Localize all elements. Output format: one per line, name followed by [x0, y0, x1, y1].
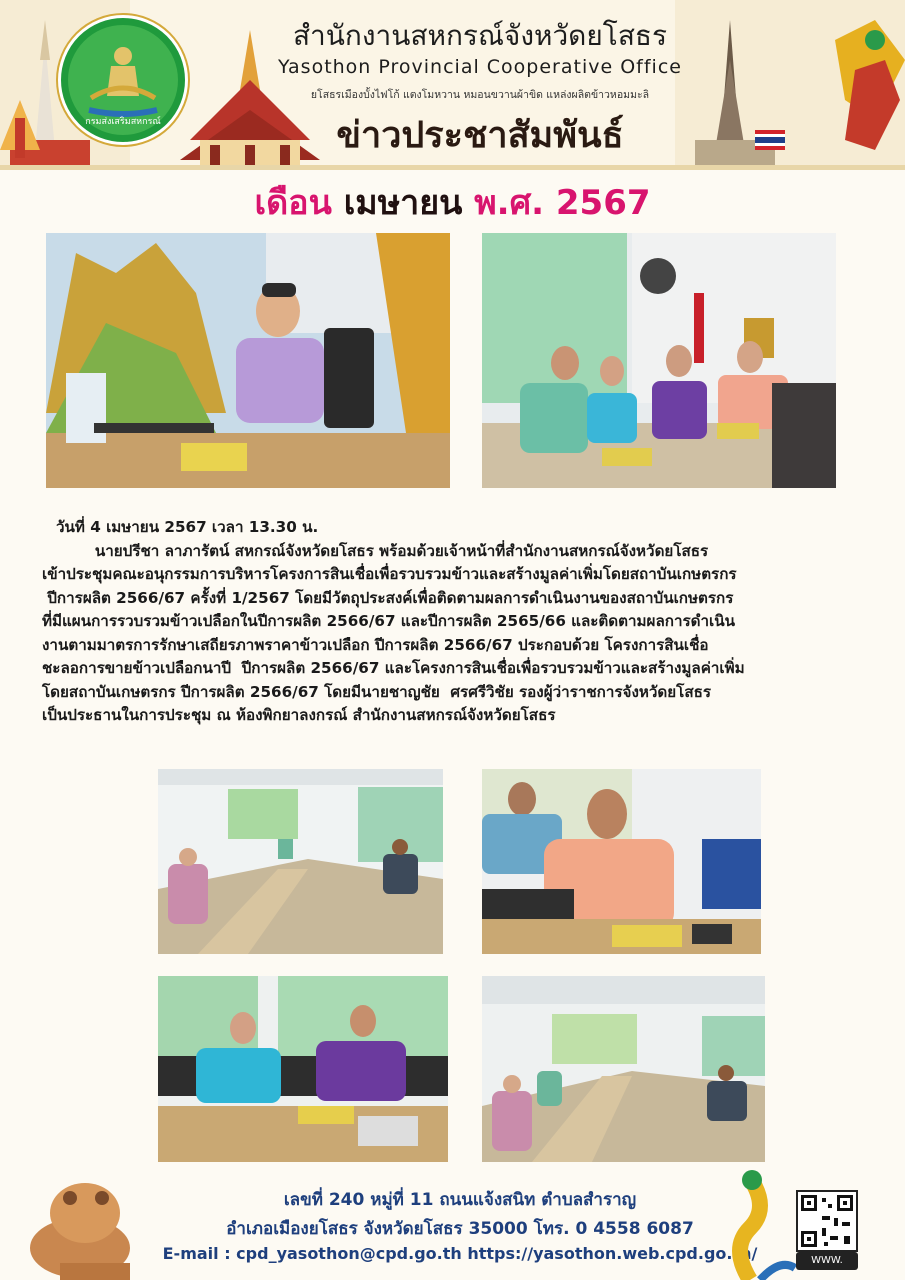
photo-chairman-speaking	[46, 233, 450, 488]
footer-address-line2: อำเภอเมืองยโสธร จังหวัดยโสธร 35000 โทร. 0 4558 6087	[226, 1219, 694, 1239]
photo-conference-room	[482, 976, 765, 1162]
news-title: ข่าวประชาสัมพันธ์	[336, 114, 624, 156]
toad-statue-icon	[20, 1168, 140, 1280]
logo-caption: กรมส่งเสริมสหกรณ์	[85, 117, 161, 127]
month-label: เดือน	[254, 183, 332, 223]
cpd-logo	[58, 15, 188, 145]
article-line: เข้าประชุมคณะอนุกรรมการบริหารโครงการสินเชื่อเพื่อรวบรวมข้าวและสร้างมูลค่าเพิ่มโดยสถาบันเกษตรกร	[42, 565, 737, 583]
photo-two-staff	[158, 976, 448, 1162]
province-slogan: ยโสธรเมืองบั้งไฟโก้ แตงโมหวาน หมอนขวานผ้าขิด แหล่งผลิตข้าวหอมมะลิ	[310, 89, 650, 101]
article-line: ปีการผลิต 2566/67 ครั้งที่ 1/2567 โดยมีวัตถุประสงค์เพื่อติดตามผลการดำเนินงานของสถาบันเกษตรกร	[42, 588, 734, 607]
article-line: งานตามมาตรการรักษาเสถียรภาพราคาข้าวเปลือก ปีการผลิต 2566/67 ประกอบด้วย โครงการสินเชื่อ	[42, 635, 709, 654]
header-banner	[0, 0, 905, 170]
photo-staff-meeting	[482, 233, 836, 488]
footer-address-line1: เลขที่ 240 หมู่ที่ 11 ถนนแจ้งสนิท ตำบลสำราญ	[283, 1190, 637, 1210]
footer-contact[interactable]: E-mail : cpd_yasothon@cpd.go.th https://yasothon.web.cpd.go.th/	[162, 1244, 758, 1263]
qr-caption: WWW.	[796, 1252, 858, 1270]
article-line: ที่มีแผนการรวบรวมข้าวเปลือกในปีการผลิต 2566/67 และปีการผลิต 2565/66 และติดตามผลการดำเนิน	[42, 612, 735, 630]
month-name: เมษายน	[343, 183, 463, 223]
naga-statue-icon	[720, 1168, 800, 1280]
org-name-english: Yasothon Provincial Cooperative Office	[278, 56, 682, 78]
photo-meeting-room-wide	[158, 769, 443, 954]
org-name-thai: สำนักงานสหกรณ์จังหวัดยโสธร	[292, 19, 668, 52]
article-line: นายปรีชา ลาภารัตน์ สหกรณ์จังหวัดยโสธร พร้อมด้วยเจ้าหน้าที่สำนักงานสหกรณ์จังหวัดยโสธร	[42, 541, 709, 560]
month-year: พ.ศ. 2567	[474, 183, 651, 223]
photo-official-speaking	[482, 769, 761, 954]
article-body	[42, 516, 872, 728]
qr-code[interactable]	[796, 1190, 858, 1252]
article-line: ชะลอการขายข้าวเปลือกนาปี ปีการผลิต 2566/67 และโครงการสินเชื่อเพื่อรวบรวมข้าวและสร้างมูลค่าเพิ่ม	[42, 659, 745, 677]
qr-code-icon	[798, 1192, 856, 1250]
article-line: เป็นประธานในการประชุม ณ ห้องพิกยาลงกรณ์ สำนักงานสหกรณ์จังหวัดยโสธร	[42, 706, 556, 724]
article-line: โดยสถาบันเกษตรกร ปีการผลิต 2566/67 โดยมีนายชาญชัย ศรศรีวิชัย รองผู้ว่าราชการจังหวัดยโสธร	[42, 682, 712, 701]
header-divider	[0, 165, 905, 170]
article-date: วันที่ 4 เมษายน 2567 เวลา 13.30 น.	[56, 518, 319, 536]
month-heading	[0, 175, 905, 229]
